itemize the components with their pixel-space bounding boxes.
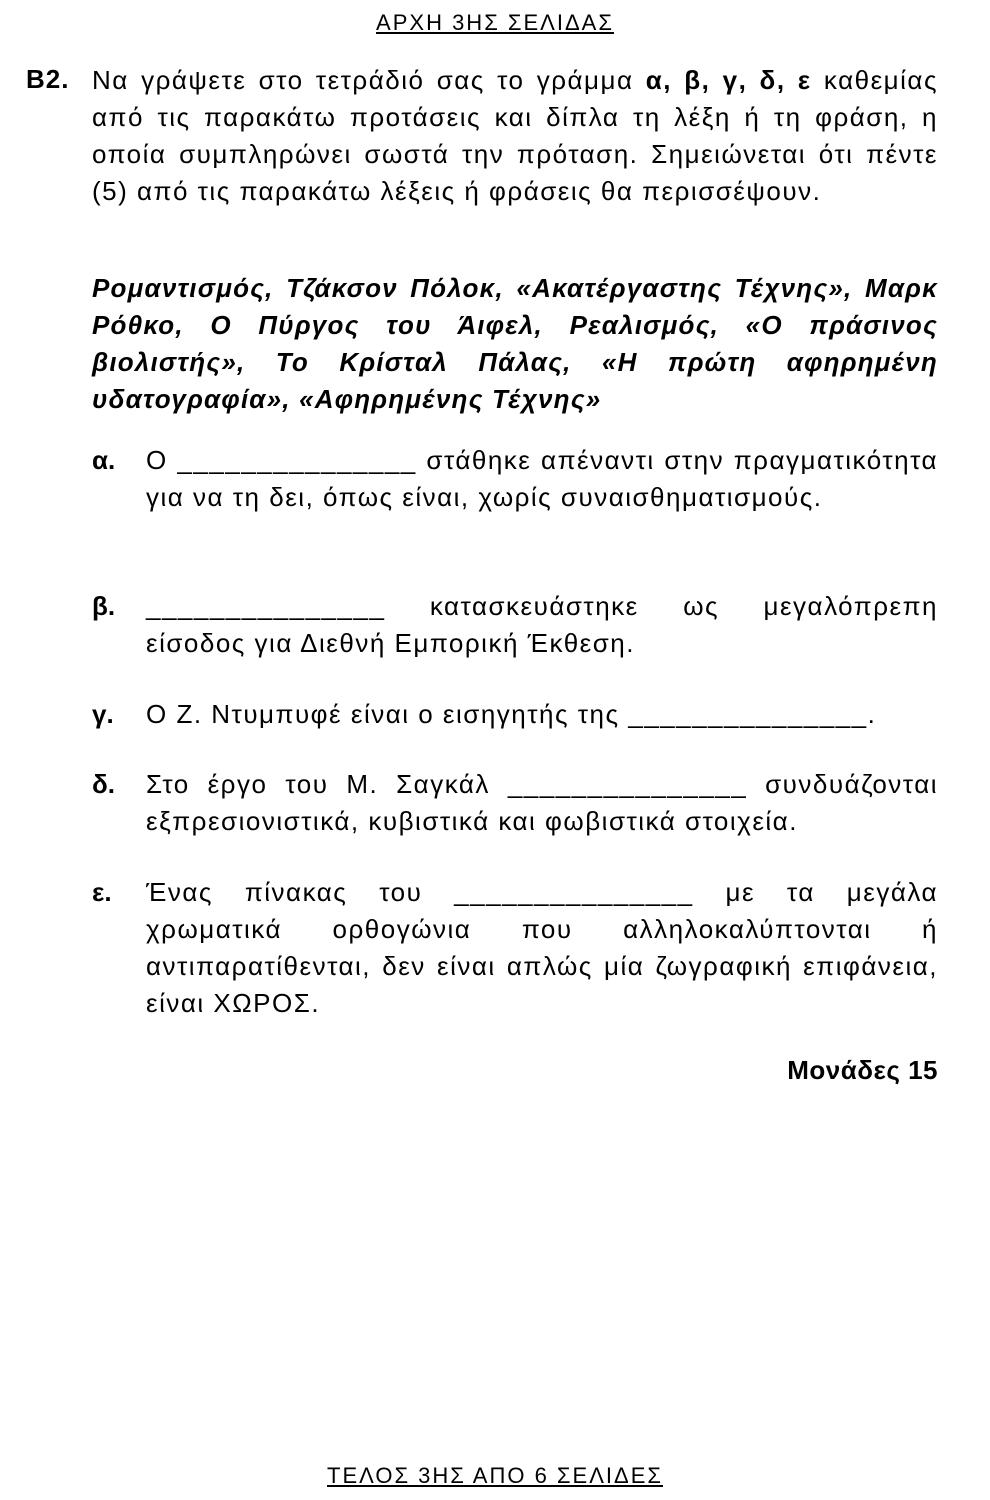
item-a (92, 442, 938, 516)
item-letter: α. (92, 445, 116, 475)
item-text: Στο έργο του Μ. Σαγκάλ _______________ συνδυάζονται εξπρεσιονιστικά, κυβιστικά και φωβιστικά στοιχεία. (146, 769, 938, 836)
question-number: Β2. (26, 64, 70, 94)
page-footer: ΤΕΛΟΣ 3ΗΣ ΑΠΟ 6 ΣΕΛΙΔΕΣ (327, 1463, 663, 1488)
item-text: Ο Ζ. Ντυμπυφέ είναι ο εισηγητής της _______________. (146, 699, 877, 729)
question-instructions (92, 62, 938, 210)
instructions-part1: Να γράψετε στο τετράδιό σας το γράμμα (92, 65, 646, 95)
instructions-letters: α, β, γ, δ, ε (645, 65, 812, 95)
item-text: Ο _______________ στάθηκε απέναντι στην πραγματικότητα για να τη δει, όπως είναι, χωρίς συναισθηματισμούς. (146, 445, 938, 512)
word-list: Ρομαντισμός, Τζάκσον Πόλοκ, «Ακατέργαστης Τέχνης», Μαρκ Ρόθκο, Ο Πύργος του Άιφελ, Ρεαλισμός, «Ο πράσινος βιολιστής», Το Κρίσταλ Πάλας, «Η πρώτη αφηρημένη υδατογραφία», «Αφηρημένης Τέχνης» (92, 273, 938, 414)
item-d (92, 766, 938, 840)
item-e (92, 874, 938, 1022)
item-text: _______________ κατασκευάστηκε ως μεγαλόπρεπη είσοδος για Διεθνή Εμπορική Έκθεση. (146, 591, 938, 658)
page-header: ΑΡΧΗ 3ΗΣ ΣΕΛΙΔΑΣ (376, 10, 614, 35)
instructions-part2: καθεμίας από τις παρακάτω προτάσεις και δίπλα τη λέξη ή τη φράση, η οποία συμπληρώνει σωστά την πρόταση. Σημειώνεται ότι πέντε (5) από τις παρακάτω λέξεις ή φράσεις θα περισσέψουν. (92, 65, 938, 206)
item-letter: γ. (92, 699, 114, 729)
marks: Μονάδες 15 (787, 1055, 938, 1085)
item-letter: β. (92, 591, 116, 621)
item-letter: ε. (92, 877, 112, 907)
item-text: Ένας πίνακας του _______________ με τα μεγάλα χρωματικά ορθογώνια που αλληλοκαλύπτονται ή αντιπαρατίθενται, δεν είναι απλώς μία ζωγραφική επιφάνεια, είναι ΧΩΡΟΣ. (146, 877, 938, 1018)
item-g (92, 696, 938, 733)
item-letter: δ. (92, 769, 115, 799)
item-b (92, 588, 938, 662)
